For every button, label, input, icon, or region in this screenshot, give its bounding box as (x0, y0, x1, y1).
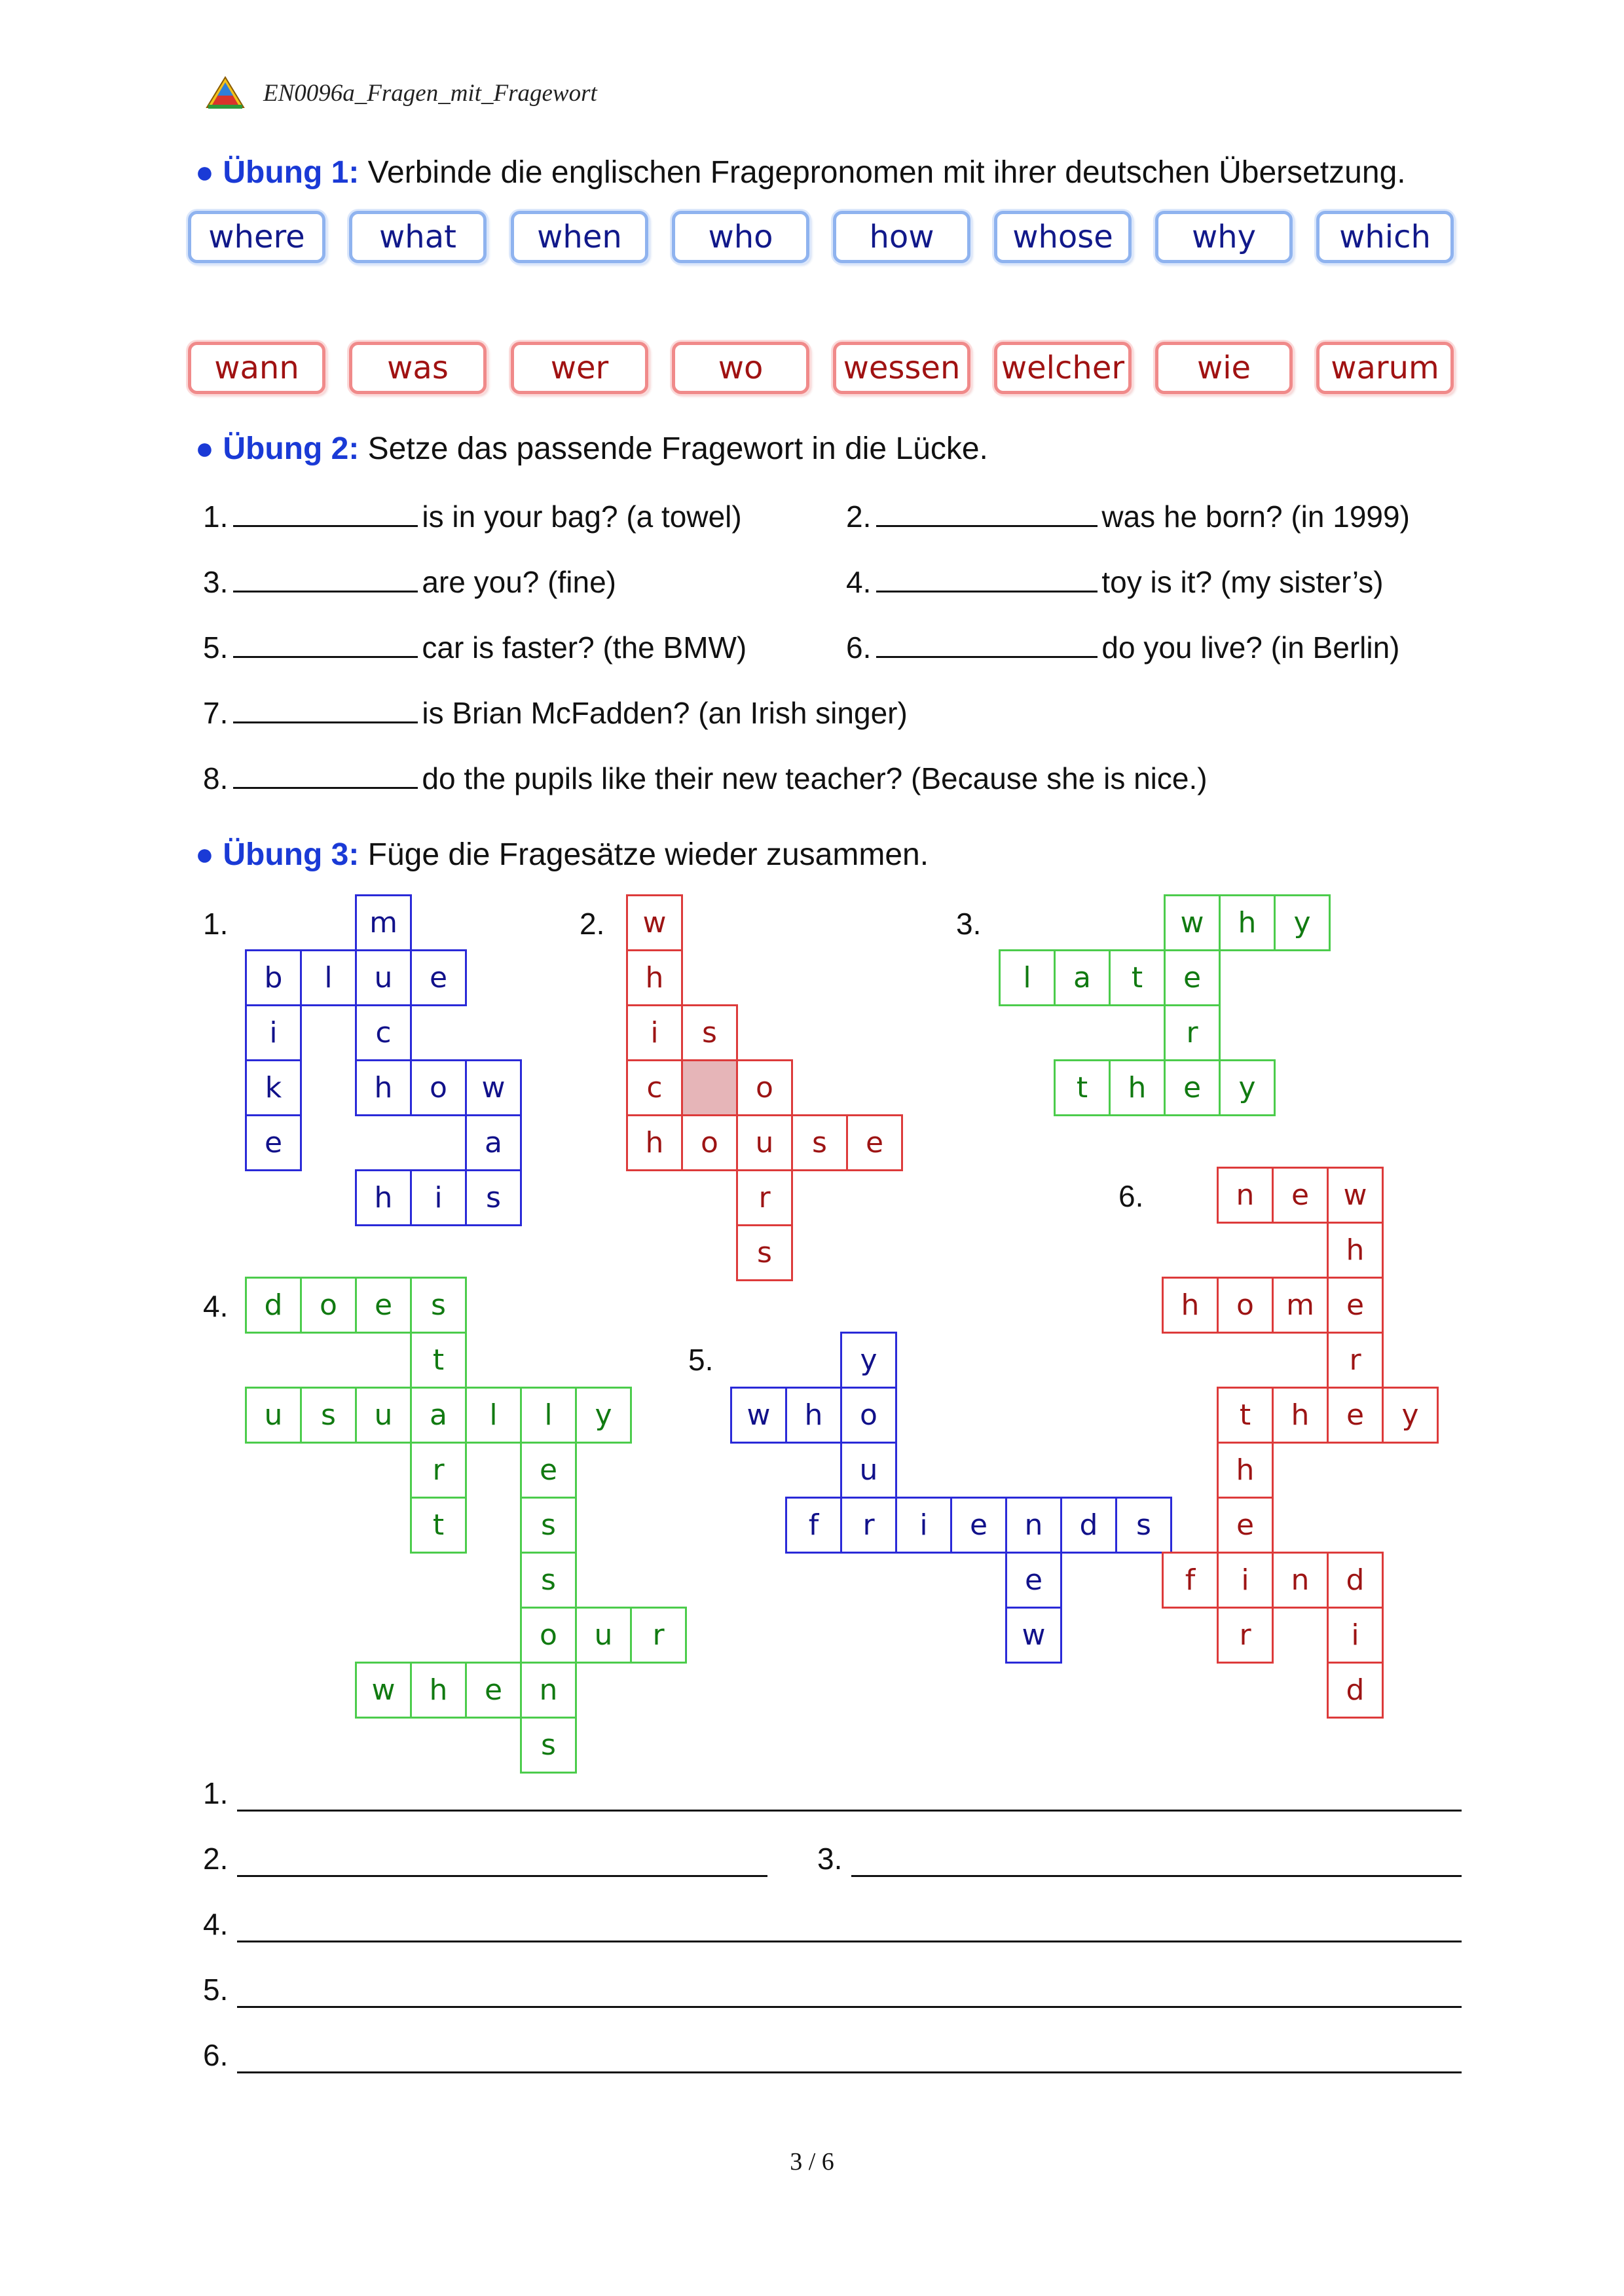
puzzle-cell: w (626, 894, 683, 951)
puzzle-cell: u (355, 1387, 412, 1444)
puzzle-cell: o (410, 1059, 467, 1116)
blank-line[interactable] (233, 695, 418, 723)
answer-line[interactable] (237, 2006, 1462, 2008)
puzzle-cell: k (245, 1059, 302, 1116)
puzzle-number: 2. (580, 907, 605, 941)
puzzle-cell: w (1327, 1167, 1384, 1224)
item-number: 2. (846, 500, 872, 534)
puzzle-cell: e (465, 1662, 522, 1719)
sentence-text: do you live? (in Berlin) (1101, 630, 1400, 665)
puzzle-cell: r (1327, 1332, 1384, 1389)
english-word-box[interactable]: what (349, 211, 487, 263)
puzzle-cell: e (1005, 1552, 1062, 1609)
puzzle-cell: y (575, 1387, 632, 1444)
puzzle-cell: l (300, 949, 357, 1006)
puzzle-cell: e (950, 1497, 1007, 1554)
answer-row (203, 2037, 228, 2073)
puzzle-cell: i (410, 1169, 467, 1226)
sentence-text: car is faster? (the BMW) (422, 630, 747, 665)
puzzle-cell: w (1164, 894, 1221, 951)
puzzle-cell: s (736, 1224, 793, 1281)
puzzle-cell: e (410, 949, 467, 1006)
puzzle-cell: m (1272, 1277, 1329, 1334)
item-number: 7. (203, 696, 229, 730)
puzzle-cell: n (1272, 1552, 1329, 1609)
puzzle-cell: l (999, 949, 1056, 1006)
blank-line[interactable] (233, 761, 418, 789)
puzzle-cell: y (1274, 894, 1331, 951)
english-word-box[interactable]: why (1155, 211, 1293, 263)
gap-sentence (846, 499, 1410, 534)
puzzle-cell: e (846, 1114, 903, 1171)
puzzle-cell: e (1164, 1059, 1221, 1116)
english-word-box[interactable]: where (188, 211, 325, 263)
answer-row (203, 1906, 228, 1942)
blank-line[interactable] (233, 630, 418, 658)
puzzle-cell: f (1162, 1552, 1219, 1609)
item-number: 8. (203, 761, 229, 795)
puzzle-cell: r (1164, 1004, 1221, 1061)
puzzle-cell: f (785, 1497, 842, 1554)
english-word-box[interactable]: who (672, 211, 809, 263)
puzzle-cell: r (630, 1607, 687, 1664)
puzzle-cell (681, 1059, 738, 1116)
puzzle-cell: y (1219, 1059, 1276, 1116)
puzzle-cell: m (355, 894, 412, 951)
puzzle-cell: c (626, 1059, 683, 1116)
puzzle-cell: s (520, 1497, 577, 1554)
puzzle-cell: h (626, 949, 683, 1006)
blank-line[interactable] (876, 499, 1098, 527)
exercise1-instruction: Verbinde die englischen Fragepronomen mit ihrer deutschen Übersetzung. (367, 155, 1406, 190)
puzzle-cell: s (410, 1277, 467, 1334)
puzzle-cell: h (626, 1114, 683, 1171)
puzzle-cell: e (355, 1277, 412, 1334)
puzzle-cell: u (575, 1607, 632, 1664)
german-word-box[interactable]: warum (1316, 342, 1454, 394)
puzzle-cell: h (1327, 1222, 1384, 1279)
puzzle-cell: h (355, 1059, 412, 1116)
gap-sentence (846, 564, 1384, 600)
german-word-box[interactable]: wo (672, 342, 809, 394)
document-header (206, 73, 597, 113)
gap-sentence (846, 630, 1399, 665)
sentence-text: toy is it? (my sister’s) (1101, 565, 1384, 599)
blank-line[interactable] (876, 630, 1098, 658)
bullet: ● (195, 431, 214, 466)
puzzle-cell: e (1327, 1277, 1384, 1334)
puzzle-cell: h (1219, 894, 1276, 951)
puzzle-cell: b (245, 949, 302, 1006)
puzzle-cell: o (681, 1114, 738, 1171)
puzzle-cell: c (355, 1004, 412, 1061)
puzzle-cell: h (1162, 1277, 1219, 1334)
gap-sentence (203, 695, 908, 731)
puzzle-cell: s (520, 1552, 577, 1609)
exercise2-label: Übung 2: (223, 431, 360, 466)
sentence-text: do the pupils like their new teacher? (Because she is nice.) (422, 761, 1208, 795)
bullet: ● (195, 837, 214, 872)
puzzle-cell: h (1217, 1442, 1274, 1499)
puzzle-cell: s (1115, 1497, 1172, 1554)
puzzle-cell: e (1272, 1167, 1329, 1224)
puzzle-cell: i (895, 1497, 952, 1554)
gap-sentence (203, 761, 1208, 796)
puzzle-cell: e (1217, 1497, 1274, 1554)
puzzle-cell: w (730, 1387, 787, 1444)
german-word-box[interactable]: wann (188, 342, 325, 394)
answer-line[interactable] (851, 1875, 1462, 1877)
blank-line[interactable] (876, 564, 1098, 592)
puzzle-cell: e (1327, 1387, 1384, 1444)
puzzle-cell: l (465, 1387, 522, 1444)
gap-sentence (203, 564, 616, 600)
english-word-box[interactable]: how (833, 211, 970, 263)
puzzle-cell: a (410, 1387, 467, 1444)
puzzle-cell: h (410, 1662, 467, 1719)
exercise3-label: Übung 3: (223, 837, 360, 872)
answer-line[interactable] (237, 1941, 1462, 1942)
sentence-text: is in your bag? (a towel) (422, 500, 742, 534)
puzzle-cell: r (736, 1169, 793, 1226)
exercise1-label: Übung 1: (223, 155, 360, 190)
puzzle-number: 4. (203, 1289, 229, 1323)
puzzle-cell: d (1327, 1552, 1384, 1609)
puzzle-cell: s (520, 1717, 577, 1774)
puzzle-cell: t (1054, 1059, 1111, 1116)
blank-line[interactable] (233, 499, 418, 527)
sentence-text: are you? (fine) (422, 565, 616, 599)
puzzle-cell: h (1272, 1387, 1329, 1444)
puzzle-cell: a (1054, 949, 1111, 1006)
answer-row (203, 1776, 228, 1811)
answer-row (203, 1841, 228, 1876)
puzzle-cell: d (1060, 1497, 1117, 1554)
exercise2-heading (195, 431, 988, 467)
answer-number: 4. (203, 1907, 229, 1941)
puzzle-cell: i (1327, 1607, 1384, 1664)
answer-number: 6. (203, 2038, 229, 2072)
publisher-logo-icon (206, 76, 245, 110)
exercise2-instruction: Setze das passende Fragewort in die Lücke. (367, 431, 988, 466)
document-id: EN0096a_Fragen_mit_Fragewort (263, 79, 597, 107)
puzzle-cell: i (245, 1004, 302, 1061)
puzzle-cell: r (1217, 1607, 1274, 1664)
puzzle-cell: s (465, 1169, 522, 1226)
answer-row (203, 1972, 228, 2007)
puzzle-cell: s (300, 1387, 357, 1444)
answer-number: 3. (817, 1842, 843, 1876)
puzzle-cell: t (410, 1332, 467, 1389)
exercise3-instruction: Füge die Fragesätze wieder zusammen. (367, 837, 929, 872)
puzzle-cell: o (300, 1277, 357, 1334)
puzzle-cell: e (1164, 949, 1221, 1006)
answer-number: 2. (203, 1842, 229, 1876)
english-word-box[interactable]: when (511, 211, 648, 263)
answer-line[interactable] (237, 1810, 1462, 1812)
english-word-box[interactable]: which (1316, 211, 1454, 263)
item-number: 6. (846, 630, 872, 665)
puzzle-cell: e (245, 1114, 302, 1171)
puzzle-cell: s (681, 1004, 738, 1061)
puzzle-cell: w (1005, 1607, 1062, 1664)
puzzle-cell: d (1327, 1662, 1384, 1719)
puzzle-cell: y (840, 1332, 897, 1389)
german-word-box[interactable]: was (349, 342, 487, 394)
puzzle-cell: u (840, 1442, 897, 1499)
sentence-text: is Brian McFadden? (an Irish singer) (422, 696, 908, 730)
puzzle-cell: s (791, 1114, 848, 1171)
exercise3-heading (195, 837, 929, 873)
puzzle-cell: o (1217, 1277, 1274, 1334)
puzzle-cell: r (840, 1497, 897, 1554)
answer-number: 1. (203, 1776, 229, 1810)
puzzle-number: 1. (203, 907, 229, 941)
puzzle-cell: n (1217, 1167, 1274, 1224)
puzzle-cell: w (465, 1059, 522, 1116)
answer-number: 5. (203, 1973, 229, 2007)
puzzle-cell: d (245, 1277, 302, 1334)
puzzle-cell: o (840, 1387, 897, 1444)
puzzle-cell: h (355, 1169, 412, 1226)
puzzle-cell: h (785, 1387, 842, 1444)
puzzle-cell: o (736, 1059, 793, 1116)
sentence-text: was he born? (in 1999) (1101, 500, 1410, 534)
puzzle-number: 5. (688, 1343, 714, 1377)
exercise1-heading (195, 155, 1406, 191)
puzzle-cell: t (1217, 1387, 1274, 1444)
puzzle-cell: t (1109, 949, 1166, 1006)
puzzle-cell: u (355, 949, 412, 1006)
german-word-box[interactable]: wessen (833, 342, 970, 394)
puzzle-cell: w (355, 1662, 412, 1719)
answer-row (817, 1841, 842, 1876)
puzzle-cell: i (1217, 1552, 1274, 1609)
puzzle-cell: n (1005, 1497, 1062, 1554)
puzzle-cell: t (410, 1497, 467, 1554)
puzzle-cell: a (465, 1114, 522, 1171)
item-number: 1. (203, 500, 229, 534)
puzzle-number: 6. (1118, 1179, 1144, 1213)
item-number: 4. (846, 565, 872, 599)
gap-sentence (203, 499, 742, 534)
puzzle-cell: r (410, 1442, 467, 1499)
puzzle-cell: l (520, 1387, 577, 1444)
puzzle-cell: i (626, 1004, 683, 1061)
puzzle-cell: n (520, 1662, 577, 1719)
puzzle-cell: u (736, 1114, 793, 1171)
german-word-box[interactable]: wer (511, 342, 648, 394)
puzzle-cell: o (520, 1607, 577, 1664)
gap-sentence (203, 630, 747, 665)
german-word-box[interactable]: welcher (994, 342, 1132, 394)
puzzle-cell: y (1382, 1387, 1439, 1444)
answer-line[interactable] (237, 1875, 767, 1877)
bullet: ● (195, 155, 214, 190)
blank-line[interactable] (233, 564, 418, 592)
item-number: 3. (203, 565, 229, 599)
item-number: 5. (203, 630, 229, 665)
puzzle-cell: u (245, 1387, 302, 1444)
page-number: 3 / 6 (790, 2148, 834, 2176)
puzzle-cell: h (1109, 1059, 1166, 1116)
puzzle-cell: e (520, 1442, 577, 1499)
puzzle-number: 3. (956, 907, 982, 941)
german-word-box[interactable]: wie (1155, 342, 1293, 394)
english-word-box[interactable]: whose (994, 211, 1132, 263)
answer-line[interactable] (237, 2071, 1462, 2073)
